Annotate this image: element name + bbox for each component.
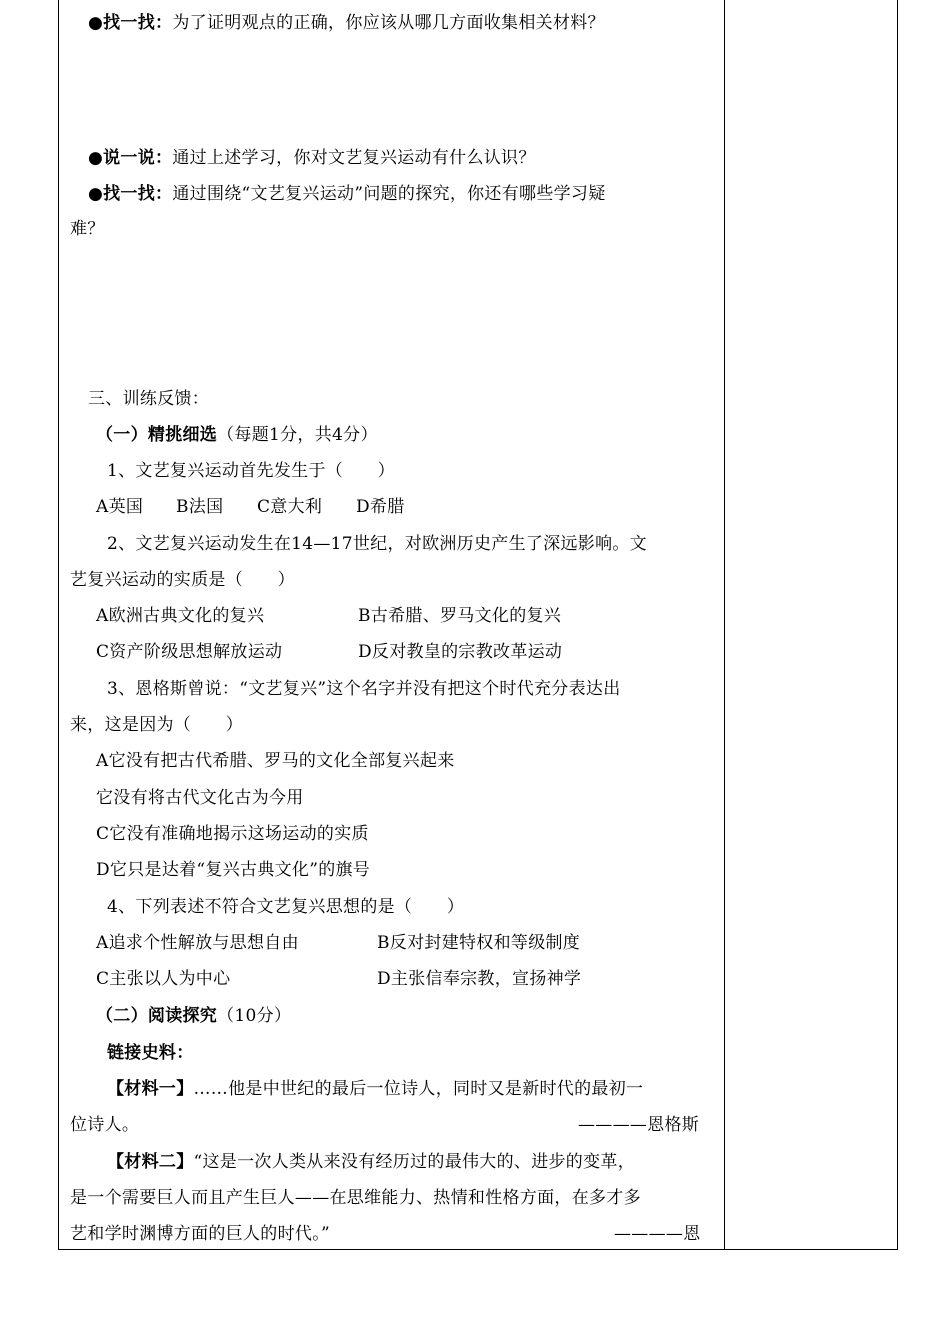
q4-option-b: B反对封建特权和等级制度 [377,933,581,953]
question-say: ●说一说：通过上述学习，你对文艺复兴运动有什么认识？ [88,148,536,168]
q2-stem-cont: 艺复兴运动的实质是（ ） [70,570,295,590]
material-1: 【材料一】……他是中世纪的最后一位诗人，同时又是新时代的最初一 [107,1079,644,1099]
question-find-1: ●找一找：为了证明观点的正确，你应该从哪几方面收集相关材料？ [88,13,605,33]
part1-heading: （一）精挑细选（每题1分，共4分） [96,425,378,445]
q1-option-a: A英国 [96,497,144,517]
q1-option-c: C意大利 [257,497,323,517]
part2-heading: （二）阅读探究（10分） [96,1006,292,1026]
q2-option-c: C资产阶级思想解放运动 [96,642,283,662]
q1-option-b: B法国 [176,497,224,517]
question-find-2: ●找一找：通过围绕“文艺复兴运动”问题的探究，你还有哪些学习疑 [88,184,606,204]
material-2-line2: 是一个需要巨人而且产生巨人——在思维能力、热情和性格方面，在多才多 [70,1188,641,1208]
q3-option-a: A它没有把古代希腊、罗马的文化全部复兴起来 [96,751,455,771]
q3-stem-cont: 来，这是因为（ ） [70,715,243,735]
q1-option-d: D希腊 [356,497,405,517]
q2-option-b: B古希腊、罗马文化的复兴 [358,606,562,626]
link-heading: 链接史料： [107,1043,194,1063]
q4-option-d: D主张信奉宗教，宣扬神学 [377,969,582,989]
material-2: 【材料二】“这是一次人类从来没有经历过的最伟大的、进步的变革， [107,1152,635,1172]
q3-option-b: 它没有将古代文化古为今用 [96,788,304,808]
q2-stem: 2、文艺复兴运动发生在14—17世纪，对欧洲历史产生了深远影响。文 [107,534,647,554]
q1-stem: 1、文艺复兴运动首先发生于（ ） [107,461,395,481]
q3-stem: 3、恩格斯曾说：“文艺复兴”这个名字并没有把这个时代充分表达出 [107,679,621,699]
q4-option-a: A追求个性解放与思想自由 [96,933,299,953]
q4-stem: 4、下列表述不符合文艺复兴思想的是（ ） [107,897,465,917]
column-divider [724,0,725,1250]
q4-option-c: C主张以人为中心 [96,969,231,989]
material-1-cont: 位诗人。 [70,1115,140,1135]
material-2-source: ————恩 [614,1224,701,1244]
material-2-line3: 艺和学时渊博方面的巨人的时代。” [70,1224,330,1244]
material-1-source: ————恩格斯 [578,1115,700,1135]
q2-option-d: D反对教皇的宗教改革运动 [358,642,563,662]
q3-option-c: C它没有准确地揭示这场运动的实质 [96,824,369,844]
section-heading: 三、训练反馈： [88,389,210,409]
q3-option-d: D它只是达着“复兴古典文化”的旗号 [96,860,371,880]
question-find-2-cont: 难？ [70,219,105,239]
q2-option-a: A欧洲古典文化的复兴 [96,606,265,626]
